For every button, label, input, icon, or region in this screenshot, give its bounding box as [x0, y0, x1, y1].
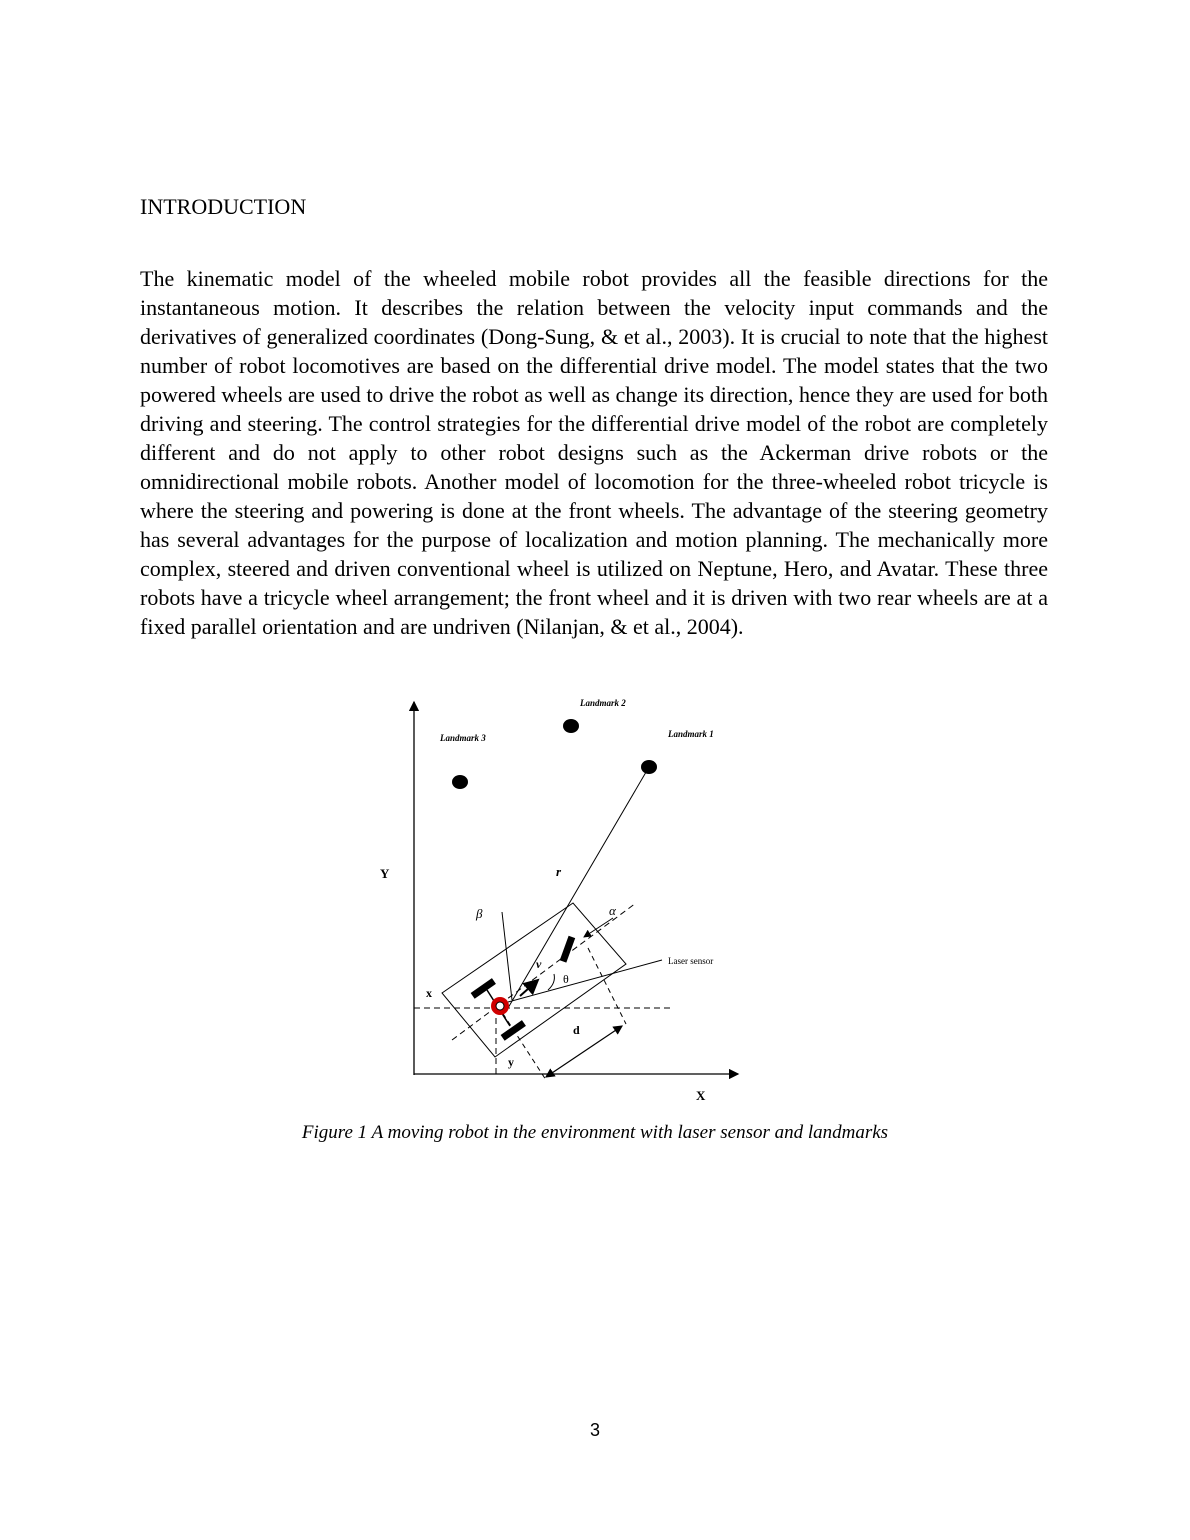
page-number: 3 [589, 1420, 600, 1440]
robot-diagram [360, 690, 760, 1110]
beta-label: β [476, 906, 483, 921]
r-label: r [556, 864, 562, 879]
y-axis-label: Y [380, 866, 390, 881]
body-paragraph: The kinematic model of the wheeled mobile robot provides all the feasible directions for the instantaneous motion. It describes the relation between the velocity input commands and the derivatives of generalized coordinates (Dong-Sung, & et al., 2003). It is crucial to note that the highest number of robot locomotives are based on the differential drive model. The model states that the two powered wheels are used to drive the robot as well as change its direction, hence they are used for both driving and steering. The control strategies for the differential drive model of the robot are completely different and do not apply to other robot designs such as the Ackerman drive robots or the omnidirectional mobile robots. Another model of locomotion for the three-wheeled robot tricycle is where the steering and powering is done at the front wheels. The advantage of the steering geometry has several advantages for the purpose of localization and motion planning. The mechanically more complex, steered and driven conventional wheel is utilized on Neptune, Hero, and Avatar. These three robots have a tricycle wheel arrangement; the front wheel and it is driven with two rear wheels are at a fixed parallel orientation and are undriven (Nilanjan, & et al., 2004). [140, 266, 1048, 639]
robot-center-dot [496, 1002, 504, 1010]
d-dimension-arrow [546, 1026, 622, 1077]
robot-figure [360, 690, 760, 1110]
robot-heading-axis [452, 903, 636, 1040]
v-label: v [536, 957, 542, 971]
figure-caption: Figure 1 A moving robot in the environment with laser sensor and landmarks [301, 1122, 889, 1143]
robot-body [442, 903, 626, 1057]
beta-line [502, 912, 512, 1000]
theta-label: θ [563, 972, 569, 986]
landmark-2-label: Landmark 2 [580, 698, 626, 708]
d-label: d [573, 1023, 580, 1037]
front-wheel [560, 936, 575, 963]
y-coordinate-label: y [508, 1055, 514, 1069]
landmark-3-marker [452, 775, 468, 789]
section-heading: INTRODUCTION [140, 194, 307, 219]
x-coordinate-label: x [426, 986, 432, 1000]
x-axis-label: X [696, 1088, 706, 1103]
d-extension-right [588, 948, 626, 1024]
rear-wheel-left [471, 978, 496, 999]
landmark-1-label: Landmark 1 [668, 729, 714, 739]
range-line [508, 767, 649, 1008]
landmark-3-label: Landmark 3 [440, 733, 486, 743]
theta-arc [548, 974, 554, 990]
laser-beam-line [508, 960, 662, 1002]
laser-sensor-label: Laser sensor [668, 956, 714, 966]
landmark-2-marker [563, 719, 579, 733]
alpha-label: α [609, 903, 616, 918]
